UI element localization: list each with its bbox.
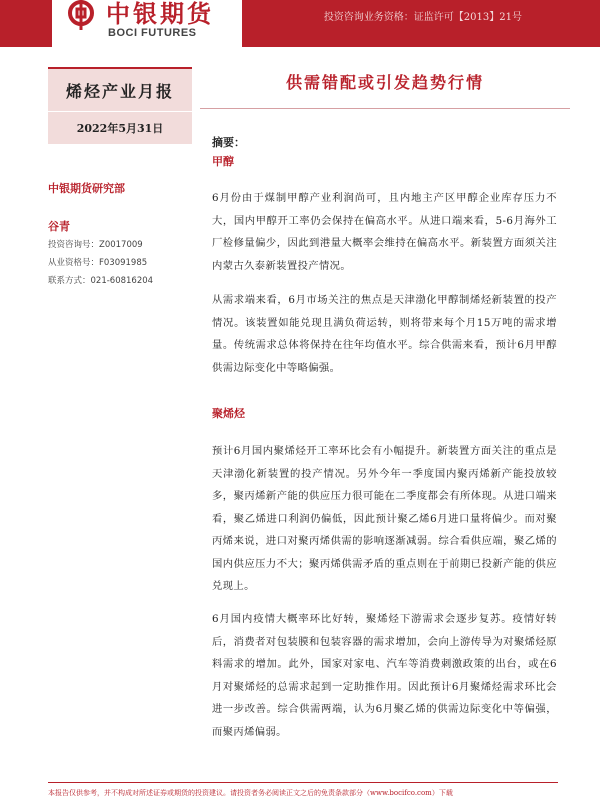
methanol-paragraph-2: 从需求端来看，6月市场关注的焦点是天津渤化甲醇制烯烃新装置的投产情况。该装置如能兑现且满负荷运转，则将带来每个月15万吨的需求增量。传统需求总体将保持在往年均值水平。综合供需来看，预计6月甲醇供需边际变化中等略偏强。 xyxy=(212,294,557,374)
polyolefin-paragraph-2: 6月国内疫情大概率环比好转，聚烯烃下游需求会逐步复苏。疫情好转后，消费者对包装膜和包装容器的需求增加，会向上游传导为对聚烯烃原料需求的增加。此外，国家对家电、汽车等消费刺激政策的出台，或在6月对聚烯烃的总需求起到一定助推作用。因此预计6月聚烯烃需求环比会进一步改善。综合供需两端，认为6月聚乙烯的供需边际变化中等偏强，而聚丙烯偏弱。 xyxy=(212,613,557,738)
license-text: 投资咨询业务资格：证监许可【2013】21号 xyxy=(323,12,522,23)
contact-phone: 联系方式：021-60816204 xyxy=(48,276,154,286)
report-type: 烯烃产业月报 xyxy=(48,67,192,111)
page-title: 供需错配或引发趋势行情 xyxy=(285,73,484,92)
polyolefin-paragraph-1: 预计6月国内聚烯烃开工率环比会有小幅提升。新装置方面关注的重点是天津渤化新装置的投产情况。另外今年一季度国内聚丙烯新产能投放较多，聚丙烯新产能的供应压力很可能在二季度都会有所体现。从进口端来看，聚乙烯进口利润仍偏低，因此预计聚乙烯6月进口量将偏少。而对聚丙烯来说，进口对聚丙烯供需的影响逐渐减弱。综合看供应端，聚乙烯的国内供应压力不大；聚丙烯供需矛盾的重点则在于前期已投新产能的供应兑现上。 xyxy=(212,445,557,592)
report-date: 2022年5月31日 xyxy=(48,112,192,144)
logo-english-name: BOCI FUTURES xyxy=(108,27,197,39)
consult-number: 投资咨询号：Z0017009 xyxy=(48,240,143,250)
logo-chinese-name: 中银期货 xyxy=(106,0,214,28)
footer-disclaimer: 本报告仅供参考，并不构成对所述证券或期货的投资建议。请投资者务必阅读正文之后的免责条款部分（www.bocifco.com）下载 xyxy=(48,789,453,797)
boc-logo-icon xyxy=(66,0,96,30)
footer-divider xyxy=(48,782,558,783)
title-divider xyxy=(200,108,570,109)
methanol-paragraph-1: 6月份由于煤制甲醇产业利润尚可，且内地主产区甲醇企业库存压力不大，国内甲醇开工率仍会保持在偏高水平。从进口端来看，5-6月海外工厂检修量偏少，因此到港量大概率会维持在偏高水平。新装置方面须关注内蒙古久泰新装置投产情况。 xyxy=(212,192,557,272)
section-heading-methanol: 甲醇 xyxy=(212,155,234,168)
analyst-name: 谷青 xyxy=(48,220,70,233)
section-heading-polyolefin: 聚烯烃 xyxy=(212,407,245,420)
page-header xyxy=(0,0,600,47)
summary-label: 摘要： xyxy=(212,136,245,149)
company-logo xyxy=(52,0,242,47)
qualification-number: 从业资格号：F03091985 xyxy=(48,258,148,268)
research-department: 中银期货研究部 xyxy=(48,182,125,195)
